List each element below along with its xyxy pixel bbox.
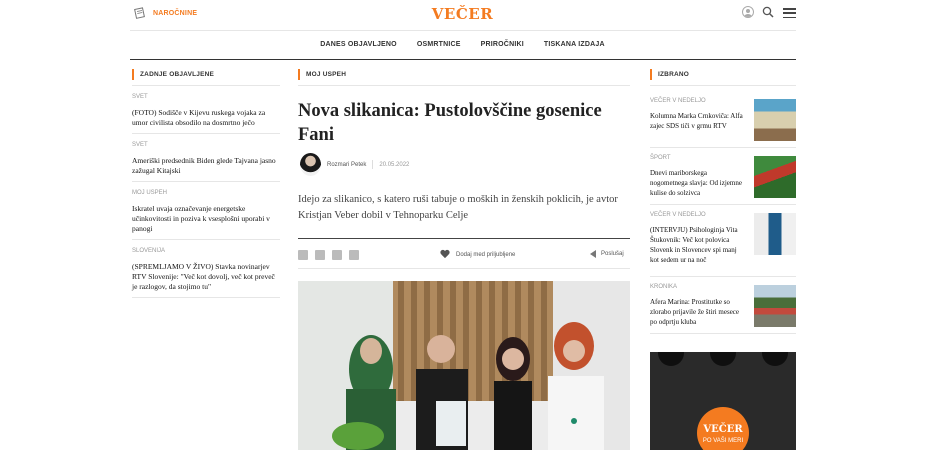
- article-byline: [300, 153, 409, 176]
- share-bar: [298, 250, 359, 260]
- latest-item-title[interactable]: Ameriški predsednik Biden glede Tajvana jasno zažugal Kitajski: [132, 156, 276, 175]
- lamp-graphic: [762, 352, 788, 366]
- featured-item-category: VEČER V NEDELJO: [650, 212, 706, 218]
- nav-divider: [130, 59, 796, 60]
- nav-item-danes-objavljeno[interactable]: DANES OBJAVLJENO: [320, 41, 397, 48]
- featured-item-thumbnail[interactable]: [754, 99, 796, 141]
- favorite-button[interactable]: [440, 250, 515, 259]
- author-avatar[interactable]: [300, 153, 321, 176]
- hamburger-menu-icon[interactable]: [783, 8, 796, 18]
- nav-item-prirocniki[interactable]: PRIROČNIKI: [480, 41, 524, 48]
- author-name[interactable]: Rozmari Petek: [327, 161, 367, 168]
- article-photo-illustration: [298, 281, 630, 450]
- latest-item-category: MOJ USPEH: [132, 190, 168, 196]
- favorite-label: Dodaj med priljubljene: [456, 251, 516, 258]
- top-bar: [0, 0, 925, 30]
- featured-item[interactable]: [650, 283, 796, 334]
- featured-item-text: [650, 97, 746, 142]
- listen-button[interactable]: [590, 250, 624, 258]
- article-section-line: [298, 85, 630, 86]
- latest-item-title[interactable]: (FOTO) Sodišče v Kijevu ruskega vojaka za umor civilista obsodilo na dosmrtno ječo: [132, 108, 266, 127]
- email-icon[interactable]: [298, 250, 308, 260]
- featured-item-text: [650, 154, 746, 199]
- promo-tagline: PO VAŠI MERI: [702, 438, 744, 444]
- latest-item-category: SVET: [132, 94, 148, 100]
- top-divider: [130, 30, 796, 31]
- article-date: 20.05.2022: [379, 161, 410, 168]
- latest-item-title[interactable]: (SPREMLJAMO V ŽIVO) Stavka novinarjev RTV Slovenije: "Več kot dovolj, več kot preveč je razlogov, da stojimo tu": [132, 262, 275, 291]
- lamp-graphic: [658, 352, 684, 366]
- featured-item-title[interactable]: Dnevi mariborskega nogometnega slavja: Od izjemne kulise do solzivca: [650, 169, 742, 197]
- featured-heading: IZBRANO: [650, 69, 689, 80]
- instagram-icon[interactable]: [332, 250, 342, 260]
- facebook-icon[interactable]: [349, 250, 359, 260]
- article-section-label[interactable]: MOJ USPEH: [298, 69, 346, 80]
- featured-item[interactable]: [650, 211, 796, 277]
- featured-item-title[interactable]: Kolumna Marka Crnkoviča: Alfa zajec SDS tiči v grmu RTV: [650, 112, 743, 130]
- featured-item[interactable]: [650, 154, 796, 205]
- twitter-icon[interactable]: [315, 250, 325, 260]
- promo-brand: VEČER: [703, 424, 743, 435]
- featured-item-title[interactable]: Afera Marina: Prostitutke so zlorabo prijavile že štiri mesece po odprtju kluba: [650, 298, 740, 326]
- featured-item-category: KRONIKA: [650, 284, 678, 290]
- latest-item-category: SLOVENIJA: [132, 248, 166, 254]
- featured-heading-line: [650, 85, 796, 86]
- featured-item-category: VEČER V NEDELJO: [650, 98, 706, 104]
- promo-banner[interactable]: [650, 352, 796, 450]
- featured-item-thumbnail[interactable]: [754, 156, 796, 198]
- main-nav: [0, 41, 925, 48]
- speaker-icon: [590, 250, 596, 258]
- subscription-label: NAROČNINE: [153, 9, 198, 17]
- latest-heading-line: [132, 85, 280, 86]
- article-lead: Idejo za slikanico, s katero ruši tabuje o moških in ženskih poklicih, je avtor Kristjan Veber dobil v Tehnoparku Celje: [298, 194, 618, 221]
- featured-item-text: [650, 283, 746, 328]
- nav-item-tiskana-izdaja[interactable]: TISKANA IZDAJA: [543, 41, 605, 48]
- featured-item-title[interactable]: (INTERVJU) Psihologinja Vita Štukovnik: Več kot polovica Slovenk in Slovencev spi manj kot sedem ur na noč: [650, 226, 738, 264]
- top-icons: [742, 6, 774, 18]
- search-icon[interactable]: [762, 6, 774, 18]
- share-divider: [298, 238, 630, 239]
- nav-item-osmrtnice[interactable]: OSMRTNICE: [416, 41, 461, 48]
- user-icon[interactable]: [742, 6, 754, 18]
- featured-item-thumbnail[interactable]: [754, 213, 796, 255]
- featured-item-category: ŠPORT: [650, 155, 671, 161]
- listen-label: Poslušaj: [601, 251, 624, 257]
- latest-item[interactable]: [132, 188, 280, 240]
- latest-item[interactable]: [132, 246, 280, 298]
- latest-item-category: SVET: [132, 142, 148, 148]
- featured-list: [650, 97, 796, 340]
- heart-icon: [440, 250, 450, 259]
- latest-list: [132, 92, 280, 304]
- latest-item[interactable]: [132, 92, 280, 134]
- article-photo[interactable]: [298, 281, 630, 450]
- featured-item[interactable]: [650, 97, 796, 148]
- featured-item-thumbnail[interactable]: [754, 285, 796, 327]
- featured-item-text: [650, 211, 746, 271]
- latest-item-title[interactable]: Iskratel uvaja označevanje energetske učinkovitosti in poziva k vsesplošni uporabi v panogi: [132, 204, 270, 233]
- article-title: Nova slikanica: Pustolovščine gosenice Fani: [298, 101, 602, 145]
- site-logo[interactable]: VEČER: [431, 5, 494, 23]
- share-divider-bottom: [298, 268, 630, 269]
- latest-heading: ZADNJE OBJAVLJENE: [132, 69, 214, 80]
- latest-item[interactable]: [132, 140, 280, 182]
- byline-divider: [372, 160, 373, 169]
- lamp-graphic: [710, 352, 736, 366]
